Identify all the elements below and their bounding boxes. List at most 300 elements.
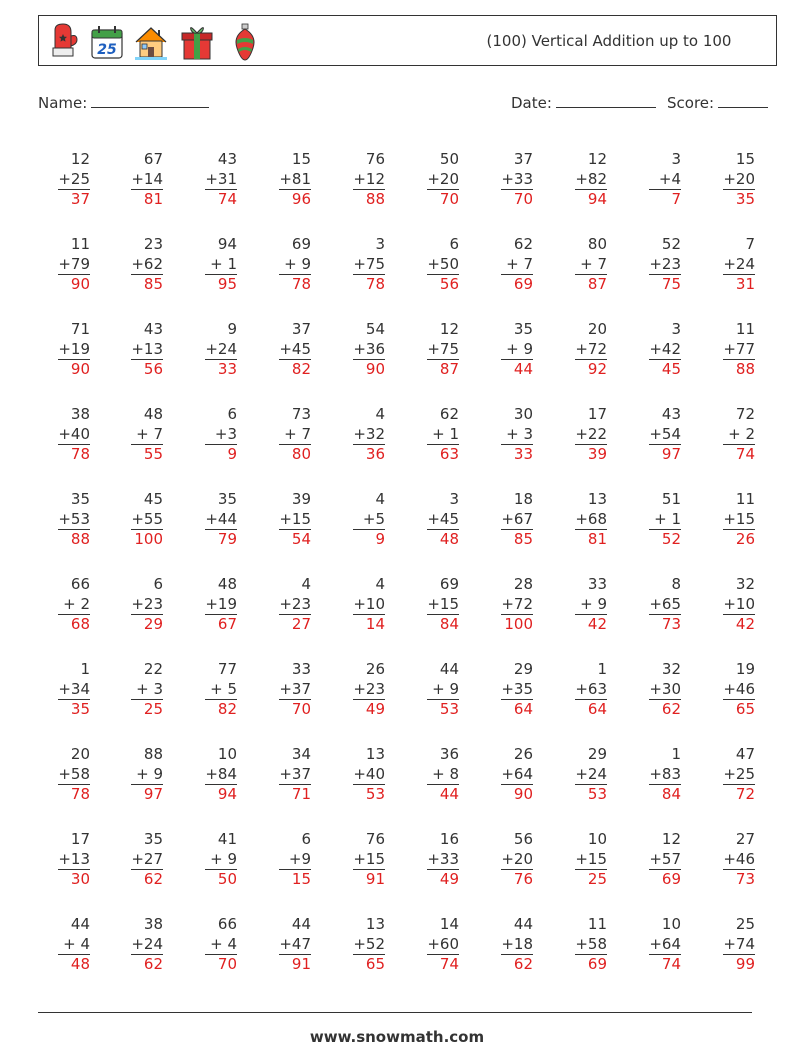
answer: 44	[427, 784, 459, 805]
answer: 62	[131, 954, 163, 975]
score-label: Score:	[667, 94, 715, 112]
addend-bottom: + 4	[63, 934, 90, 953]
addend-bottom: +23	[279, 594, 311, 613]
addend-top: 69	[291, 235, 311, 253]
addend-bottom: +32	[353, 424, 385, 443]
addend-bottom: +13	[131, 339, 163, 358]
answer: 97	[649, 444, 681, 465]
addend-top: 3	[449, 490, 459, 508]
answer: 53	[427, 699, 459, 720]
addend-bottom: +67	[501, 509, 533, 528]
addend-top: 62	[439, 405, 459, 423]
answer: 62	[501, 954, 533, 975]
addend-top: 27	[735, 830, 755, 848]
problem	[427, 745, 459, 805]
addend-bottom: + 9	[580, 594, 607, 613]
answer: 68	[58, 614, 90, 635]
addend-bottom: + 9	[136, 764, 163, 783]
addend-top: 10	[661, 915, 681, 933]
answer: 62	[649, 699, 681, 720]
answer: 56	[131, 359, 163, 380]
addend-bottom: +40	[58, 424, 90, 443]
answer: 91	[353, 869, 385, 890]
answer: 91	[279, 954, 311, 975]
addend-top: 26	[513, 745, 533, 763]
addend-top: 50	[439, 150, 459, 168]
answer: 37	[58, 189, 90, 210]
answer: 88	[723, 359, 755, 380]
answer: 84	[649, 784, 681, 805]
problem	[131, 405, 163, 465]
answer: 50	[205, 869, 237, 890]
problem	[131, 915, 163, 975]
answer: 7	[649, 189, 681, 210]
answer: 82	[279, 359, 311, 380]
addend-bottom: +55	[131, 509, 163, 528]
answer: 9	[353, 529, 385, 550]
problem	[427, 915, 459, 975]
answer: 74	[723, 444, 755, 465]
addend-top: 16	[439, 830, 459, 848]
addend-top: 69	[439, 575, 459, 593]
problem	[58, 235, 90, 295]
problem	[58, 575, 90, 635]
addend-bottom: +20	[723, 169, 755, 188]
problem	[427, 660, 459, 720]
problem	[427, 405, 459, 465]
problem	[131, 150, 163, 210]
addend-top: 38	[70, 405, 90, 423]
answer: 71	[279, 784, 311, 805]
addend-top: 9	[227, 320, 237, 338]
addend-bottom: +40	[353, 764, 385, 783]
problem	[353, 745, 385, 805]
addend-bottom: +45	[427, 509, 459, 528]
problem	[353, 660, 385, 720]
addend-bottom: +24	[575, 764, 607, 783]
answer: 52	[649, 529, 681, 550]
footer-divider	[38, 1012, 752, 1013]
addend-bottom: +25	[58, 169, 90, 188]
addend-top: 37	[513, 150, 533, 168]
answer: 76	[501, 869, 533, 890]
answer: 95	[205, 274, 237, 295]
addend-bottom: +23	[131, 594, 163, 613]
addend-bottom: +15	[575, 849, 607, 868]
problem	[131, 320, 163, 380]
problem	[649, 830, 681, 890]
answer: 14	[353, 614, 385, 635]
addend-bottom: +15	[279, 509, 311, 528]
problem	[131, 575, 163, 635]
addend-top: 33	[587, 575, 607, 593]
addend-top: 73	[291, 405, 311, 423]
problem	[575, 575, 607, 635]
addend-bottom: + 8	[432, 764, 459, 783]
addend-bottom: +45	[279, 339, 311, 358]
addend-bottom: +46	[723, 679, 755, 698]
addend-top: 67	[143, 150, 163, 168]
addend-bottom: +60	[427, 934, 459, 953]
answer: 64	[501, 699, 533, 720]
addend-bottom: +35	[501, 679, 533, 698]
answer: 25	[575, 869, 607, 890]
answer: 54	[279, 529, 311, 550]
addend-bottom: +72	[575, 339, 607, 358]
problem	[353, 235, 385, 295]
addend-top: 15	[291, 150, 311, 168]
addend-bottom: +84	[205, 764, 237, 783]
addend-bottom: +52	[353, 934, 385, 953]
addend-top: 32	[735, 575, 755, 593]
problem	[575, 745, 607, 805]
problem	[353, 575, 385, 635]
answer: 87	[575, 274, 607, 295]
answer: 94	[205, 784, 237, 805]
addend-top: 14	[439, 915, 459, 933]
addend-top: 13	[587, 490, 607, 508]
problem	[205, 235, 237, 295]
problem	[205, 915, 237, 975]
problem	[427, 320, 459, 380]
answer: 81	[131, 189, 163, 210]
addend-top: 4	[375, 575, 385, 593]
answer: 90	[353, 359, 385, 380]
addend-top: 54	[365, 320, 385, 338]
svg-text:25: 25	[97, 42, 117, 58]
addend-bottom: +5	[362, 509, 385, 528]
addend-top: 76	[365, 830, 385, 848]
answer: 26	[723, 529, 755, 550]
answer: 81	[575, 529, 607, 550]
addend-top: 51	[661, 490, 681, 508]
problem	[501, 575, 533, 635]
addend-bottom: +81	[279, 169, 311, 188]
problem	[205, 660, 237, 720]
answer: 9	[205, 444, 237, 465]
problem	[279, 150, 311, 210]
footer-site: www.snowmath.com	[309, 1028, 485, 1046]
addend-top: 26	[365, 660, 385, 678]
problem	[501, 150, 533, 210]
problem	[353, 490, 385, 550]
addend-bottom: +14	[131, 169, 163, 188]
addend-bottom: +24	[131, 934, 163, 953]
answer: 31	[723, 274, 755, 295]
addend-top: 44	[70, 915, 90, 933]
problem	[58, 320, 90, 380]
addend-top: 6	[301, 830, 311, 848]
addend-top: 72	[735, 405, 755, 423]
addend-top: 4	[301, 575, 311, 593]
problem	[279, 915, 311, 975]
answer: 87	[427, 359, 459, 380]
addend-bottom: +44	[205, 509, 237, 528]
problem	[353, 830, 385, 890]
addend-bottom: +37	[279, 679, 311, 698]
answer: 15	[279, 869, 311, 890]
addend-top: 29	[587, 745, 607, 763]
answer: 80	[279, 444, 311, 465]
addend-top: 62	[513, 235, 533, 253]
problem	[131, 235, 163, 295]
addend-bottom: +36	[353, 339, 385, 358]
problem	[723, 745, 755, 805]
addend-bottom: +15	[353, 849, 385, 868]
answer: 85	[501, 529, 533, 550]
answer: 25	[131, 699, 163, 720]
addend-top: 39	[291, 490, 311, 508]
problem	[279, 490, 311, 550]
addend-bottom: +58	[575, 934, 607, 953]
problem	[575, 660, 607, 720]
addend-bottom: + 1	[654, 509, 681, 528]
problem	[58, 915, 90, 975]
addend-bottom: + 4	[210, 934, 237, 953]
addend-top: 66	[217, 915, 237, 933]
problem	[649, 150, 681, 210]
addend-top: 17	[70, 830, 90, 848]
problem	[279, 320, 311, 380]
addend-top: 33	[291, 660, 311, 678]
addend-top: 13	[365, 915, 385, 933]
addend-top: 44	[291, 915, 311, 933]
answer: 88	[353, 189, 385, 210]
problem	[723, 915, 755, 975]
addend-bottom: +79	[58, 254, 90, 273]
addend-bottom: +47	[279, 934, 311, 953]
answer: 49	[427, 869, 459, 890]
answer: 63	[427, 444, 459, 465]
addend-top: 10	[217, 745, 237, 763]
addend-top: 15	[735, 150, 755, 168]
addend-bottom: +83	[649, 764, 681, 783]
addend-bottom: +19	[205, 594, 237, 613]
addend-top: 25	[735, 915, 755, 933]
addend-top: 52	[661, 235, 681, 253]
addend-bottom: +72	[501, 594, 533, 613]
problem	[575, 915, 607, 975]
problem	[575, 235, 607, 295]
addend-top: 11	[735, 320, 755, 338]
addend-top: 43	[661, 405, 681, 423]
problem	[649, 745, 681, 805]
problem	[575, 320, 607, 380]
addend-bottom: +9	[288, 849, 311, 868]
answer: 35	[723, 189, 755, 210]
problem	[205, 830, 237, 890]
problem	[501, 235, 533, 295]
addend-bottom: +20	[501, 849, 533, 868]
problem	[205, 405, 237, 465]
answer: 85	[131, 274, 163, 295]
addend-bottom: +34	[58, 679, 90, 698]
problem	[353, 320, 385, 380]
problem	[58, 490, 90, 550]
addend-top: 43	[143, 320, 163, 338]
addend-bottom: +19	[58, 339, 90, 358]
answer: 27	[279, 614, 311, 635]
problem	[279, 745, 311, 805]
problem	[501, 490, 533, 550]
addend-top: 80	[587, 235, 607, 253]
addend-top: 41	[217, 830, 237, 848]
answer: 48	[58, 954, 90, 975]
answer: 30	[58, 869, 90, 890]
addend-bottom: +23	[353, 679, 385, 698]
addend-bottom: +37	[279, 764, 311, 783]
problem	[723, 320, 755, 380]
addend-bottom: +33	[427, 849, 459, 868]
addend-bottom: + 7	[506, 254, 533, 273]
answer: 72	[723, 784, 755, 805]
answer: 42	[575, 614, 607, 635]
addend-top: 35	[143, 830, 163, 848]
answer: 69	[501, 274, 533, 295]
addend-top: 17	[587, 405, 607, 423]
addend-top: 6	[227, 405, 237, 423]
problem	[58, 150, 90, 210]
addend-bottom: + 2	[63, 594, 90, 613]
addend-bottom: + 7	[136, 424, 163, 443]
addend-top: 35	[70, 490, 90, 508]
answer: 55	[131, 444, 163, 465]
answer: 53	[575, 784, 607, 805]
problem	[279, 235, 311, 295]
addend-bottom: +58	[58, 764, 90, 783]
problem	[649, 915, 681, 975]
addend-top: 37	[291, 320, 311, 338]
addend-top: 8	[671, 575, 681, 593]
problem	[131, 745, 163, 805]
problem	[58, 405, 90, 465]
addend-bottom: +50	[427, 254, 459, 273]
date-label: Date:	[511, 94, 552, 112]
answer: 44	[501, 359, 533, 380]
addend-top: 20	[587, 320, 607, 338]
answer: 64	[575, 699, 607, 720]
addend-bottom: +10	[353, 594, 385, 613]
answer: 90	[501, 784, 533, 805]
addend-top: 76	[365, 150, 385, 168]
addend-top: 77	[217, 660, 237, 678]
answer: 33	[205, 359, 237, 380]
answer: 70	[205, 954, 237, 975]
addend-bottom: +33	[501, 169, 533, 188]
addend-bottom: +31	[205, 169, 237, 188]
problem	[353, 150, 385, 210]
answer: 53	[353, 784, 385, 805]
problem	[575, 150, 607, 210]
addend-top: 43	[217, 150, 237, 168]
answer: 33	[501, 444, 533, 465]
addend-bottom: +13	[58, 849, 90, 868]
answer: 96	[279, 189, 311, 210]
addend-top: 1	[597, 660, 607, 678]
addend-top: 23	[143, 235, 163, 253]
answer: 79	[205, 529, 237, 550]
problem	[649, 660, 681, 720]
answer: 69	[649, 869, 681, 890]
addend-top: 1	[80, 660, 90, 678]
addend-top: 11	[70, 235, 90, 253]
addend-top: 32	[661, 660, 681, 678]
addend-top: 3	[671, 150, 681, 168]
problem	[58, 830, 90, 890]
addend-bottom: + 9	[210, 849, 237, 868]
addend-top: 4	[375, 405, 385, 423]
problem	[205, 745, 237, 805]
addend-bottom: + 1	[210, 254, 237, 273]
problem	[575, 490, 607, 550]
answer: 78	[279, 274, 311, 295]
addend-top: 66	[70, 575, 90, 593]
problem	[723, 830, 755, 890]
addend-top: 22	[143, 660, 163, 678]
problem	[501, 745, 533, 805]
answer: 70	[279, 699, 311, 720]
addend-top: 44	[439, 660, 459, 678]
addend-top: 36	[439, 745, 459, 763]
answer: 36	[353, 444, 385, 465]
addend-top: 6	[153, 575, 163, 593]
problem	[353, 405, 385, 465]
answer: 99	[723, 954, 755, 975]
addend-top: 38	[143, 915, 163, 933]
answer: 67	[205, 614, 237, 635]
addend-top: 35	[217, 490, 237, 508]
answer: 92	[575, 359, 607, 380]
addend-bottom: +82	[575, 169, 607, 188]
problem	[427, 490, 459, 550]
addend-bottom: + 7	[284, 424, 311, 443]
addend-top: 1	[671, 745, 681, 763]
addend-bottom: +3	[214, 424, 237, 443]
answer: 69	[575, 954, 607, 975]
addend-top: 12	[587, 150, 607, 168]
addend-bottom: + 1	[432, 424, 459, 443]
problem	[723, 235, 755, 295]
problem	[205, 320, 237, 380]
answer: 70	[501, 189, 533, 210]
addend-bottom: +10	[723, 594, 755, 613]
answer: 39	[575, 444, 607, 465]
answer: 56	[427, 274, 459, 295]
problem	[723, 575, 755, 635]
problem	[649, 235, 681, 295]
addend-bottom: +77	[723, 339, 755, 358]
problem	[501, 405, 533, 465]
addend-bottom: +53	[58, 509, 90, 528]
addend-top: 11	[587, 915, 607, 933]
addend-bottom: +64	[501, 764, 533, 783]
problem	[649, 320, 681, 380]
answer: 84	[427, 614, 459, 635]
addend-bottom: +15	[427, 594, 459, 613]
problem	[131, 660, 163, 720]
addend-bottom: +24	[205, 339, 237, 358]
addend-top: 34	[291, 745, 311, 763]
addend-bottom: +75	[353, 254, 385, 273]
addend-top: 18	[513, 490, 533, 508]
answer: 82	[205, 699, 237, 720]
answer: 65	[723, 699, 755, 720]
answer: 100	[501, 614, 533, 635]
answer: 49	[353, 699, 385, 720]
problem	[279, 575, 311, 635]
problem	[279, 405, 311, 465]
addend-top: 10	[587, 830, 607, 848]
